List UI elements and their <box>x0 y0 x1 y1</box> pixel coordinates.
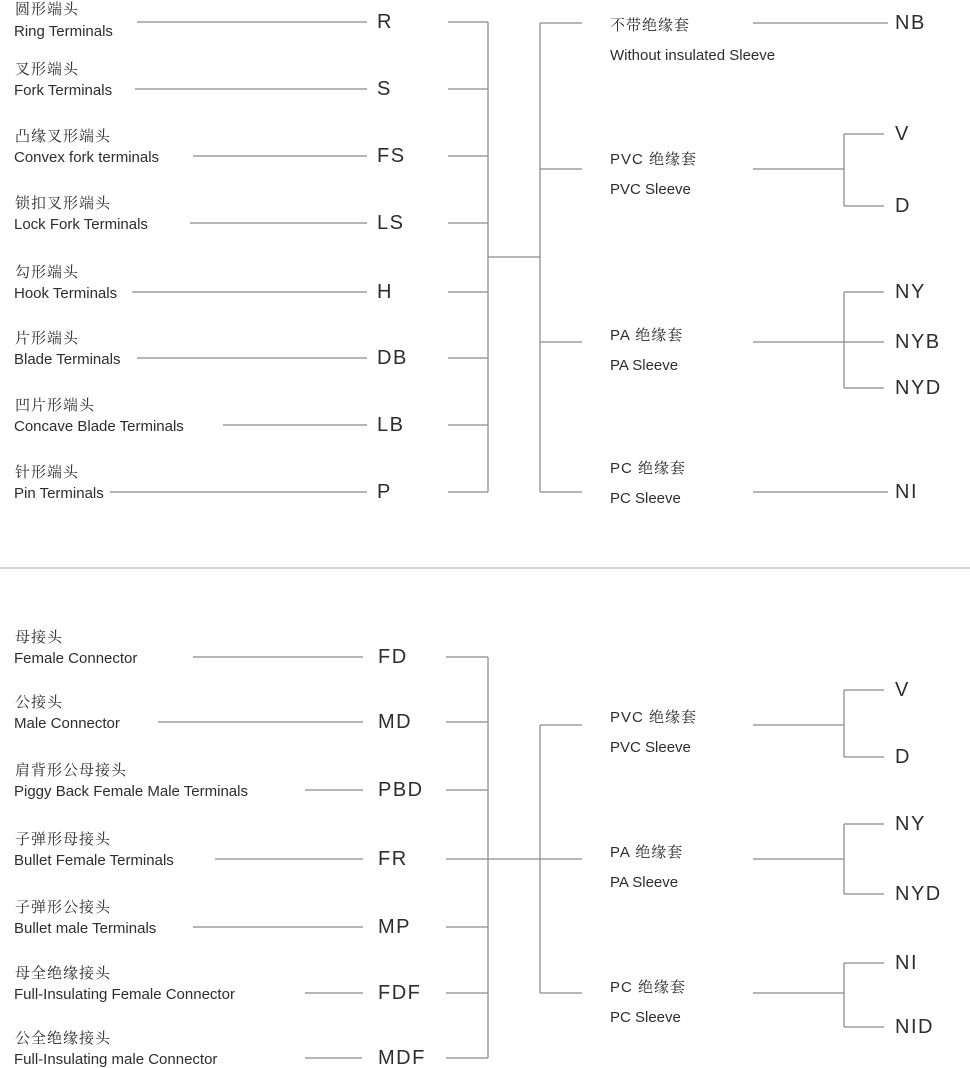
terminal-en-label: Ring Terminals <box>14 23 113 40</box>
sleeve-en-label: PA Sleeve <box>610 874 679 891</box>
sleeve-code: NY <box>895 281 926 303</box>
terminal-zh-label: 锁扣叉形端头 <box>15 195 112 212</box>
terminal-code: S <box>377 78 392 100</box>
terminal-code: H <box>377 281 393 303</box>
terminal-code: FD <box>378 646 408 668</box>
terminal-code: FS <box>377 145 406 167</box>
terminal-en-label: Bullet Female Terminals <box>14 852 174 869</box>
terminal-zh-label: 母接头 <box>15 629 64 646</box>
terminal-zh-label: 公全绝缘接头 <box>15 1030 112 1047</box>
sleeve-zh-label: 不带绝缘套 <box>610 17 691 34</box>
terminal-en-label: Male Connector <box>14 715 120 732</box>
terminal-code: PBD <box>378 779 424 801</box>
terminal-zh-label: 片形端头 <box>15 330 80 347</box>
sleeve-en-label: Without insulated Sleeve <box>610 47 776 64</box>
terminal-zh-label: 勾形端头 <box>15 264 80 281</box>
terminal-code: MD <box>378 711 413 733</box>
terminal-zh-label: 凹片形端头 <box>15 397 96 414</box>
sleeve-en-label: PC Sleeve <box>610 1009 681 1026</box>
terminal-en-label: Bullet male Terminals <box>14 920 157 937</box>
sleeve-en-label: PA Sleeve <box>610 357 679 374</box>
terminal-code: P <box>377 481 392 503</box>
terminal-en-label: Fork Terminals <box>14 82 113 99</box>
terminal-en-label: Female Connector <box>14 650 138 667</box>
sleeve-en-label: PC Sleeve <box>610 490 681 507</box>
terminal-en-label: Blade Terminals <box>14 351 121 368</box>
terminal-code: MP <box>378 916 411 938</box>
sleeve-code: NID <box>895 1016 934 1038</box>
terminal-en-label: Pin Terminals <box>14 485 104 502</box>
terminal-zh-label: 凸缘叉形端头 <box>15 128 112 145</box>
sleeve-code: NY <box>895 813 926 835</box>
sleeve-zh-label: PA 绝缘套 <box>610 327 684 344</box>
sleeve-en-label: PVC Sleeve <box>610 739 691 756</box>
sleeve-code: NI <box>895 481 918 503</box>
sleeve-code: NI <box>895 952 918 974</box>
terminal-zh-label: 圆形端头 <box>15 1 80 18</box>
sleeve-en-label: PVC Sleeve <box>610 181 691 198</box>
terminal-zh-label: 子弹形公接头 <box>15 899 112 916</box>
terminal-en-label: Piggy Back Female Male Terminals <box>14 783 248 800</box>
terminal-code: LS <box>377 212 405 234</box>
terminal-code: DB <box>377 347 408 369</box>
terminal-en-label: Convex fork terminals <box>14 149 160 166</box>
terminal-en-label: Concave Blade Terminals <box>14 418 184 435</box>
terminal-code: MDF <box>378 1047 426 1068</box>
sleeve-zh-label: PC 绝缘套 <box>610 979 687 996</box>
terminal-code: R <box>377 11 393 33</box>
terminal-en-label: Lock Fork Terminals <box>14 216 148 233</box>
terminal-en-label: Full-Insulating male Connector <box>14 1051 218 1068</box>
sleeve-zh-label: PA 绝缘套 <box>610 844 684 861</box>
terminal-zh-label: 公接头 <box>15 694 64 711</box>
bottom-section-lines <box>158 657 884 1058</box>
terminal-zh-label: 叉形端头 <box>15 61 80 78</box>
terminal-en-label: Full-Insulating Female Connector <box>14 986 235 1003</box>
terminal-code: LB <box>377 414 405 436</box>
terminal-zh-label: 肩背形公母接头 <box>15 762 128 779</box>
terminal-zh-label: 子弹形母接头 <box>15 831 112 848</box>
terminal-zh-label: 母全绝缘接头 <box>15 965 112 982</box>
sleeve-code: NYD <box>895 883 942 905</box>
terminal-zh-label: 针形端头 <box>15 464 80 481</box>
sleeve-zh-label: PC 绝缘套 <box>610 460 687 477</box>
sleeve-code: D <box>895 195 911 217</box>
sleeve-code: NB <box>895 12 926 34</box>
sleeve-code: NYD <box>895 377 942 399</box>
sleeve-zh-label: PVC 绝缘套 <box>610 151 698 168</box>
sleeve-zh-label: PVC 绝缘套 <box>610 709 698 726</box>
sleeve-code: V <box>895 123 910 145</box>
terminal-en-label: Hook Terminals <box>14 285 118 302</box>
top-section-lines <box>110 22 888 492</box>
sleeve-code: D <box>895 746 911 768</box>
sleeve-code: NYB <box>895 331 941 353</box>
sleeve-code: V <box>895 679 910 701</box>
terminal-code: FDF <box>378 982 422 1004</box>
terminal-code: FR <box>378 848 408 870</box>
